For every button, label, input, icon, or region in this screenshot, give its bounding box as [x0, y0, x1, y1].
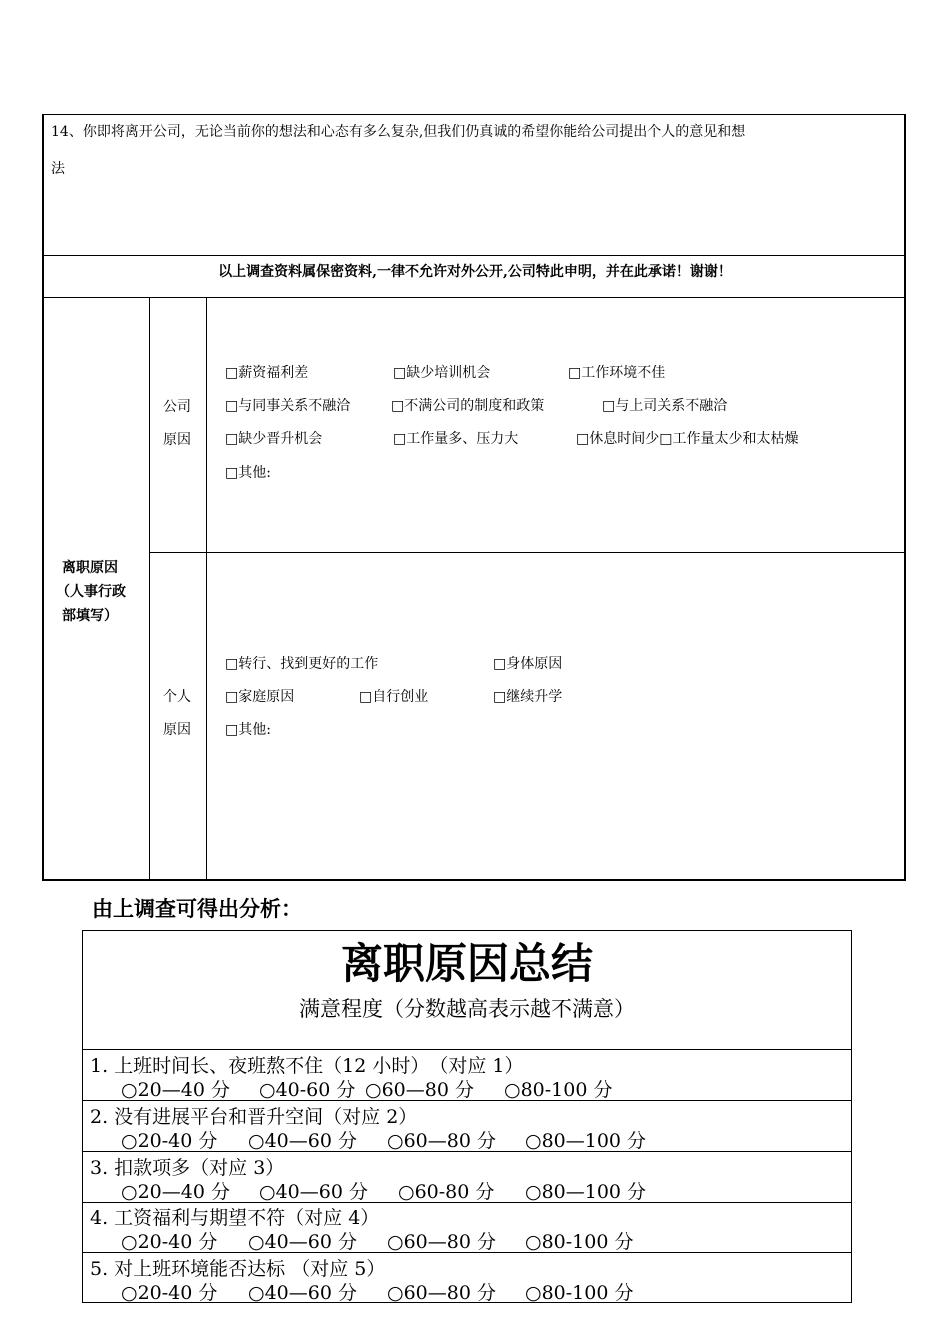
summary-subtitle: 满意程度（分数越高表示越不满意） [299, 997, 635, 1021]
reasons-label: （人事行政 [56, 584, 126, 600]
checkbox-option[interactable]: □与上司关系不融洽 [602, 398, 728, 414]
checkbox-option[interactable]: □休息时间少□工作量太少和太枯燥 [576, 431, 799, 447]
divider [82, 1049, 852, 1050]
radio-option[interactable]: ○40—60 分 [248, 1231, 357, 1253]
radio-option[interactable]: ○80—100 分 [525, 1130, 647, 1152]
summary-question: 2. 没有进展平台和晋升空间（对应 2） [90, 1106, 418, 1128]
analysis-heading: 由上调查可得出分析： [92, 896, 302, 921]
radio-option[interactable]: ○20-40 分 [121, 1130, 218, 1152]
confidential-note: 以上调查资料属保密资料,一律不允许对外公开,公司特此申明，并在此承诺！谢谢！ [218, 264, 732, 280]
checkbox-option[interactable]: □缺少晋升机会 [225, 431, 323, 447]
divider [206, 297, 207, 881]
company-reason-label: 公司 [163, 399, 191, 415]
radio-option[interactable]: ○60—80 分 [387, 1130, 496, 1152]
radio-option[interactable]: ○60—80 分 [387, 1282, 496, 1304]
checkbox-option[interactable]: □自行创业 [359, 689, 429, 705]
radio-option[interactable]: ○40-60 分 [259, 1079, 356, 1101]
radio-option[interactable]: ○20—40 分 [121, 1181, 230, 1203]
checkbox-option[interactable]: □家庭原因 [225, 689, 295, 705]
radio-option[interactable]: ○80-100 分 [525, 1231, 634, 1253]
summary-title: 离职原因总结 [340, 939, 593, 988]
checkbox-option[interactable]: □其他: [225, 465, 271, 481]
radio-option[interactable]: ○20—40 分 [121, 1079, 230, 1101]
exit-survey-form [42, 114, 906, 881]
divider [42, 255, 906, 256]
company-reason-label: 原因 [163, 432, 191, 448]
radio-option[interactable]: ○20-40 分 [121, 1282, 218, 1304]
personal-reason-label: 原因 [163, 722, 191, 738]
checkbox-option[interactable]: □薪资福利差 [225, 365, 309, 381]
checkbox-option[interactable]: □与同事关系不融洽 [225, 398, 351, 414]
radio-option[interactable]: ○20-40 分 [121, 1231, 218, 1253]
radio-option[interactable]: ○40—60 分 [259, 1181, 368, 1203]
personal-reason-label: 个人 [163, 689, 191, 705]
checkbox-option[interactable]: □其他: [225, 722, 271, 738]
checkbox-option[interactable]: □转行、找到更好的工作 [225, 656, 379, 672]
radio-option[interactable]: ○80-100 分 [525, 1282, 634, 1304]
checkbox-option[interactable]: □工作量多、压力大 [393, 431, 519, 447]
radio-option[interactable]: ○40—60 分 [248, 1130, 357, 1152]
checkbox-option[interactable]: □缺少培训机会 [393, 365, 491, 381]
checkbox-option[interactable]: □继续升学 [493, 689, 563, 705]
divider [149, 297, 150, 881]
question-text: 法 [51, 161, 65, 177]
radio-option[interactable]: ○60—80 分 [387, 1231, 496, 1253]
reasons-label: 离职原因 [62, 560, 118, 576]
radio-option[interactable]: ○80-100 分 [504, 1079, 613, 1101]
divider [149, 552, 906, 553]
checkbox-option[interactable]: □不满公司的制度和政策 [391, 398, 545, 414]
summary-question: 1. 上班时间长、夜班熬不住（12 小时） （对应 1） [90, 1055, 524, 1077]
question-text: 14、你即将离开公司，无论当前你的想法和心态有多么复杂,但我们仍真诚的希望你能给公司提出个人的意见和想 [51, 124, 746, 140]
summary-question: 5. 对上班环境能否达标 （对应 5） [90, 1258, 386, 1280]
divider [42, 297, 906, 298]
summary-question: 4. 工资福利与期望不符（对应 4） [90, 1207, 380, 1229]
summary-question: 3. 扣款项多（对应 3） [90, 1157, 285, 1179]
radio-option[interactable]: ○80—100 分 [525, 1181, 647, 1203]
checkbox-option[interactable]: □身体原因 [493, 656, 563, 672]
reasons-label: 部填写） [62, 608, 118, 624]
radio-option[interactable]: ○60-80 分 [398, 1181, 495, 1203]
checkbox-option[interactable]: □工作环境不佳 [568, 365, 666, 381]
radio-option[interactable]: ○40—60 分 [248, 1282, 357, 1304]
radio-option[interactable]: ○60—80 分 [365, 1079, 474, 1101]
